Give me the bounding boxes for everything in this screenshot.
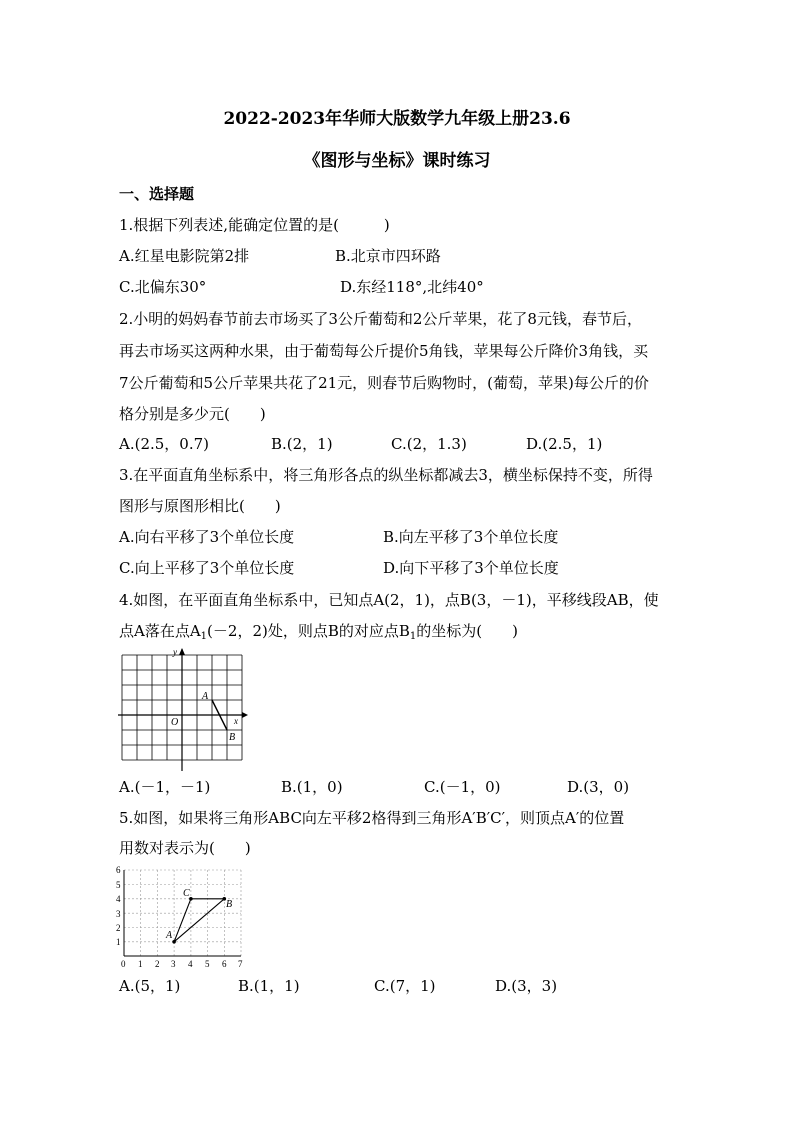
q3-line-1: 3.在平面直角坐标系中，将三角形各点的纵坐标都减去3，横坐标保持不变，所得	[119, 466, 653, 484]
q5-x-tick-6: 6	[222, 959, 227, 969]
q4-label-b: B	[229, 732, 236, 743]
q5-line-1: 5.如图，如果将三角形ABC向左平移2格得到三角形A′B′C′，则顶点A′的位置	[119, 809, 625, 827]
q1-option-a: A.红星电影院第2排	[119, 247, 250, 265]
q5-x-tick-3: 3	[171, 959, 176, 969]
q1-option-c: C.北偏东30°	[119, 278, 207, 296]
q2-option-d: D.(2.5，1)	[526, 435, 603, 453]
q4-label-a: A	[202, 691, 209, 702]
q3-line-2: 图形与原图形相比( )	[119, 497, 281, 515]
q5-option-b: B.(1，1)	[238, 977, 300, 995]
q3-option-c: C.向上平移了3个单位长度	[119, 559, 295, 577]
q3-option-d: D.向下平移了3个单位长度	[383, 559, 559, 577]
page-title: 2022-2023年华师大版数学九年级上册23.6	[223, 109, 571, 129]
q5-point-a	[172, 940, 176, 944]
q4-line-1: 4.如图，在平面直角坐标系中，已知点A(2，1)，点B(3，－1)，平移线段AB，使	[119, 591, 659, 609]
page-subtitle: 《图形与坐标》课时练习	[303, 151, 491, 171]
q4-option-a: A.(－1，－1)	[119, 778, 211, 796]
q4-option-c: C.(－1，0)	[424, 778, 501, 796]
q1-stem: 1.根据下列表述,能确定位置的是( )	[119, 216, 390, 234]
q4-coordinate-figure	[118, 645, 248, 775]
q4-option-d: D.(3，0)	[567, 778, 630, 796]
q5-y-tick-5: 5	[116, 880, 121, 890]
q4-option-b: B.(1，0)	[281, 778, 343, 796]
q5-x-tick-2: 2	[155, 959, 160, 969]
q5-triangle-abc	[174, 899, 224, 942]
q4-label-o: O	[171, 717, 179, 728]
q1-option-d: D.东经118°,北纬40°	[340, 278, 484, 296]
q2-line-2: 再去市场买这两种水果，由于葡萄每公斤提价5角钱，苹果每公斤降价3角钱，买	[119, 342, 649, 360]
q5-y-tick-1: 1	[116, 937, 121, 947]
q5-label-b: B	[226, 899, 233, 910]
q4-line-2: 点A落在点$A_1(-2$，2)处，则点B的对应点$B_1$的坐标为( )	[119, 622, 518, 642]
q5-grid-figure	[115, 862, 250, 970]
q4-label-y: y	[173, 647, 177, 657]
q5-label-a: A	[166, 930, 173, 941]
q5-y-tick-6: 6	[116, 865, 121, 875]
q1-option-b: B.北京市四环路	[335, 247, 441, 265]
q5-y-tick-3: 3	[116, 909, 121, 919]
q5-label-c: C	[183, 888, 190, 899]
q5-x-tick-5: 5	[205, 959, 210, 969]
q4-x-arrow	[242, 712, 248, 718]
section-heading: 一、选择题	[119, 185, 195, 203]
q5-x-tick-7: 7	[238, 959, 243, 969]
q5-x-tick-0: 0	[121, 959, 126, 969]
q3-option-a: A.向右平移了3个单位长度	[119, 528, 295, 546]
q5-x-tick-4: 4	[188, 959, 193, 969]
q3-option-b: B.向左平移了3个单位长度	[383, 528, 559, 546]
q5-grid	[124, 870, 241, 956]
q2-option-b: B.(2，1)	[271, 435, 333, 453]
q5-option-c: C.(7，1)	[374, 977, 436, 995]
q4-label-x: x	[234, 716, 238, 726]
q2-line-3: 7公斤葡萄和5公斤苹果共花了21元，则春节后购物时，(葡萄，苹果)每公斤的价	[119, 374, 649, 392]
q5-line-2: 用数对表示为( )	[119, 839, 251, 857]
q2-option-a: A.(2.5，0.7)	[119, 435, 210, 453]
q5-option-a: A.(5，1)	[119, 977, 181, 995]
q4-y-arrow	[179, 648, 185, 655]
q5-x-tick-1: 1	[138, 959, 143, 969]
q2-line-4: 格分别是多少元( )	[119, 405, 266, 423]
q5-y-tick-4: 4	[116, 894, 121, 904]
q5-y-tick-2: 2	[116, 923, 121, 933]
q2-line-1: 2.小明的妈妈春节前去市场买了3公斤葡萄和2公斤苹果，花了8元钱，春节后，	[119, 310, 642, 328]
q2-option-c: C.(2，1.3)	[391, 435, 467, 453]
q5-option-d: D.(3，3)	[495, 977, 558, 995]
